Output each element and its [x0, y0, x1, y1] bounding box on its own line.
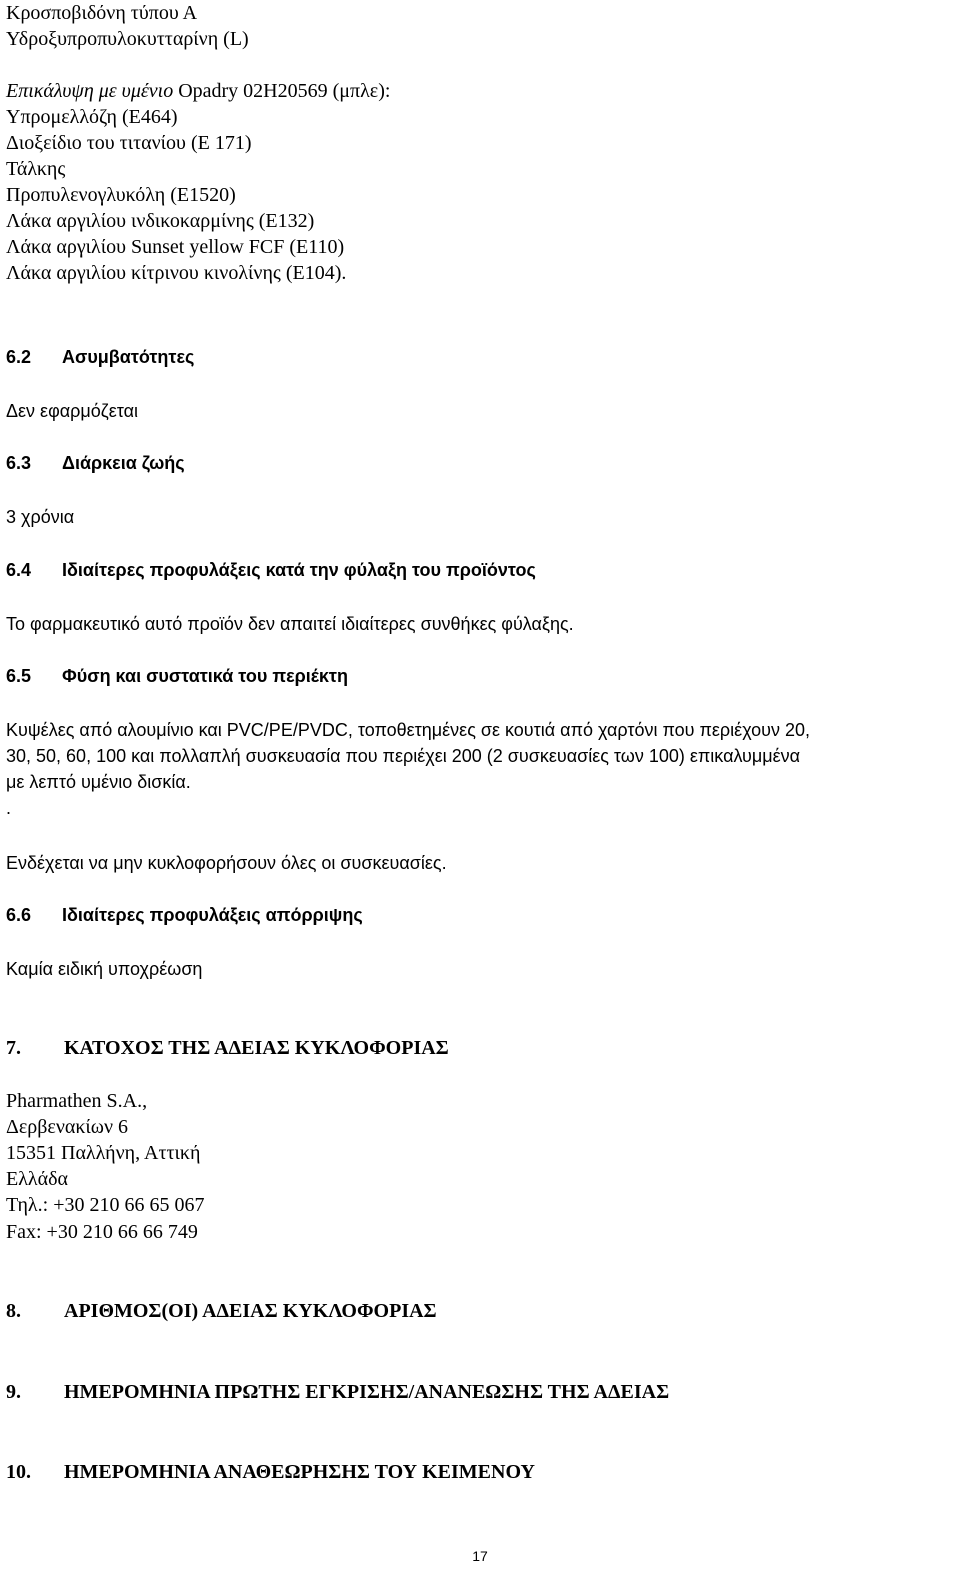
address-line: 15351 Παλλήνη, Αττική — [6, 1142, 201, 1164]
section-heading-6-6 — [6, 903, 363, 927]
section-text-6-2: Δεν εφαρμόζεται — [6, 401, 138, 421]
section-title: Ιδιαίτερες προφυλάξεις κατά την φύλαξη του προϊόντος — [62, 560, 536, 580]
section-text-6-6: Καμία ειδική υποχρέωση — [6, 959, 203, 979]
section-heading-9 — [6, 1379, 669, 1405]
section-title: Διάρκεια ζωής — [62, 453, 185, 473]
section-number: 8. — [6, 1300, 21, 1322]
section-number: 10. — [6, 1461, 31, 1483]
coating-item: Προπυλενογλυκόλη (E1520) — [6, 184, 236, 206]
section-text-6-5: 30, 50, 60, 100 και πολλαπλή συσκευασία που περιέχει 200 (2 συσκευασίες των 100) επικαλυμμένα — [6, 746, 801, 766]
section-heading-6-2 — [6, 345, 194, 369]
page-number: 17 — [472, 1548, 488, 1564]
coating-item: Διοξείδιο του τιτανίου (E 171) — [6, 132, 252, 154]
section-text-6-5: . — [6, 798, 12, 818]
section-number: 6.2 — [6, 347, 32, 367]
coating-label-italic: Επικάλυψη με υμένιο — [6, 80, 174, 102]
section-text-6-5: με λεπτό υμένιο δισκία. — [6, 772, 191, 792]
section-text-6-5: Κυψέλες από αλουμίνιο και PVC/PE/PVDC, τοποθετημένες σε κουτιά από χαρτόνι που περιέχουν 20, — [6, 720, 811, 740]
coating-label — [6, 78, 390, 104]
section-text-6-3: 3 χρόνια — [6, 507, 75, 527]
section-heading-7 — [6, 1035, 449, 1061]
section-heading-8 — [6, 1298, 437, 1324]
address-line: Pharmathen S.A., — [6, 1090, 148, 1112]
coating-item: Λάκα αργιλίου κίτρινου κινολίνης (E104). — [6, 262, 347, 284]
section-heading-6-5 — [6, 664, 348, 688]
section-note-6-5: Ενδέχεται να μην κυκλοφορήσουν όλες οι συσκευασίες. — [6, 853, 447, 873]
section-number: 7. — [6, 1037, 21, 1059]
address-line: Fax: +30 210 66 66 749 — [6, 1221, 198, 1243]
section-number: 6.5 — [6, 666, 32, 686]
section-heading-6-4 — [6, 558, 536, 582]
section-heading-10 — [6, 1459, 535, 1485]
section-number: 9. — [6, 1381, 21, 1403]
excipient-line: Κροσποβιδόνη τύπου Α — [6, 2, 198, 24]
coating-item: Υπρομελλόζη (E464) — [6, 106, 178, 128]
coating-label-rest: Opadry 02H20569 (μπλε): — [173, 80, 391, 102]
coating-item: Λάκα αργιλίου ινδικοκαρμίνης (E132) — [6, 210, 315, 232]
excipient-line: Υδροξυπροπυλοκυτταρίνη (L) — [6, 28, 249, 50]
section-title: ΚΑΤΟΧΟΣ ΤΗΣ ΑΔΕΙΑΣ ΚΥΚΛΟΦΟΡΙΑΣ — [64, 1037, 449, 1059]
address-line: Δερβενακίων 6 — [6, 1116, 129, 1138]
section-title: Ιδιαίτερες προφυλάξεις απόρριψης — [62, 905, 363, 925]
address-line: Ελλάδα — [6, 1168, 68, 1190]
section-text-6-4: Το φαρμακευτικό αυτό προϊόν δεν απαιτεί ιδιαίτερες συνθήκες φύλαξης. — [6, 614, 574, 634]
address-line: Τηλ.: +30 210 66 65 067 — [6, 1194, 205, 1216]
section-title: Φύση και συστατικά του περιέκτη — [62, 666, 348, 686]
section-heading-6-3 — [6, 451, 185, 475]
coating-item: Τάλκης — [6, 158, 66, 180]
section-title: ΑΡΙΘΜΟΣ(ΟΙ) ΑΔΕΙΑΣ ΚΥΚΛΟΦΟΡΙΑΣ — [64, 1300, 437, 1322]
section-number: 6.6 — [6, 905, 32, 925]
section-number: 6.3 — [6, 453, 32, 473]
section-number: 6.4 — [6, 560, 32, 580]
coating-item: Λάκα αργιλίου Sunset yellow FCF (E110) — [6, 236, 345, 258]
section-title: Ασυμβατότητες — [62, 347, 195, 367]
section-title: ΗΜΕΡΟΜΗΝΙΑ ΠΡΩΤΗΣ ΕΓΚΡΙΣΗΣ/ΑΝΑΝΕΩΣΗΣ ΤΗΣ ΑΔΕΙΑΣ — [64, 1381, 670, 1403]
section-title: ΗΜΕΡΟΜΗΝΙΑ ΑΝΑΘΕΩΡΗΣΗΣ ΤΟΥ ΚΕΙΜΕΝΟΥ — [64, 1461, 535, 1483]
